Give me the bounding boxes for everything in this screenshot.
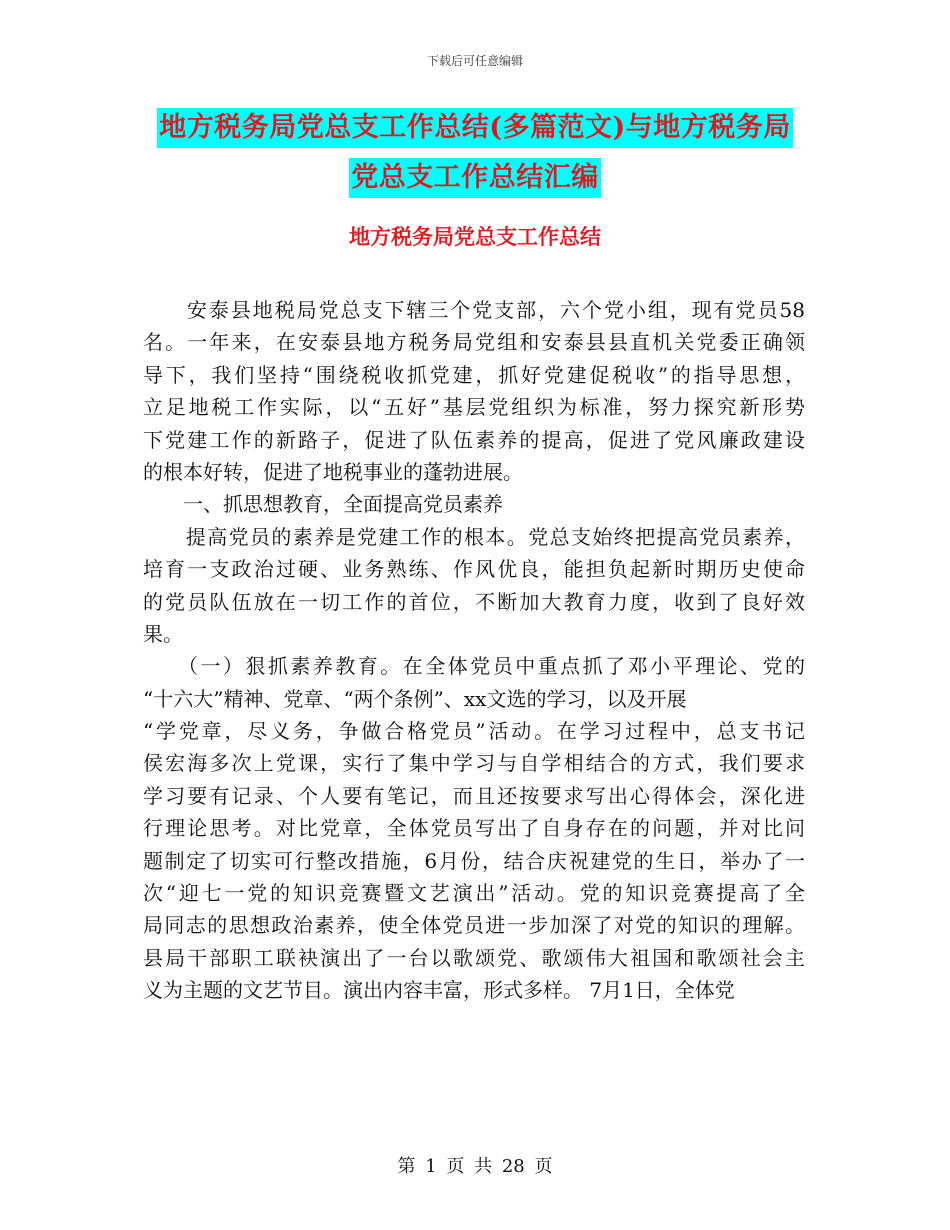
body-text [143, 294, 805, 1007]
body-line: 学习要有记录、个人要有笔记，而且还按要求写出心得体会，深化进 [143, 783, 805, 808]
document-title [0, 108, 950, 208]
body-line: 局同志的思想政治素养，使全体党员进一步加深了对党的知识的理解。 [143, 913, 805, 938]
page-footer: 第 1 页 共 28 页 [397, 1156, 553, 1177]
body-line: 次“迎七一党的知识竞赛暨文艺演出”活动。党的知识竞赛提高了全 [143, 881, 805, 906]
body-line: 义为主题的文艺节目。演出内容丰富，形式多样。 7月1日，全体党 [143, 978, 735, 1003]
body-line: 立足地税工作实际，以“五好”基层党组织为标准，努力探究新形势 [143, 395, 805, 420]
body-line: “学党章，尽义务，争做合格党员”活动。在学习过程中，总支书记 [143, 719, 805, 744]
body-line: 的根本好转，促进了地税事业的蓬勃进展。 [143, 459, 523, 484]
section-title: 地方税务局党总支工作总结 [349, 224, 601, 249]
body-line: 的党员队伍放在一切工作的首位，不断加大教育力度，收到了良好效 [143, 589, 805, 614]
section-heading: 一、抓思想教育，全面提高党员素养 [143, 492, 503, 517]
title-line-2: 党总支工作总结汇编 [349, 158, 601, 198]
body-line: 名。一年来，在安泰县地方税务局党组和安泰县县直机关党委正确领 [143, 330, 805, 355]
title-line-1: 地方税务局党总支工作总结(多篇范文)与地方税务局 [157, 108, 793, 148]
header-note: 下载后可任意编辑 [426, 54, 523, 68]
body-line: 果。 [143, 621, 183, 646]
body-line: 县局干部职工联袂演出了一台以歌颂党、歌颂伟大祖国和歌颂社会主 [143, 945, 805, 970]
body-line: 侯宏海多次上党课，实行了集中学习与自学相结合的方式，我们要求 [143, 751, 805, 776]
body-line: 安泰县地税局党总支下辖三个党支部，六个党小组，现有党员58 [143, 298, 805, 322]
body-line: 行理论思考。对比党章，全体党员写出了自身存在的问题，并对比问 [143, 816, 805, 841]
body-line: 题制定了切实可行整改措施，6月份，结合庆祝建党的生日，举办了一 [143, 848, 805, 873]
body-line: 导下，我们坚持“围绕税收抓党建，抓好党建促税收”的指导思想， [143, 362, 805, 387]
body-line: （一）狠抓素养教育。在全体党员中重点抓了邓小平理论、党的 [143, 654, 805, 679]
body-line: 培育一支政治过硬、业务熟练、作风优良，能担负起新时期历史使命 [143, 557, 805, 582]
body-line: 下党建工作的新路子，促进了队伍素养的提高，促进了党风廉政建设 [143, 427, 805, 452]
body-line: 提高党员的素养是党建工作的根本。党总支始终把提高党员素养， [143, 524, 805, 549]
body-line: “十六大”精神、党章、“两个条例”、xx文选的学习，以及开展 [143, 686, 687, 711]
